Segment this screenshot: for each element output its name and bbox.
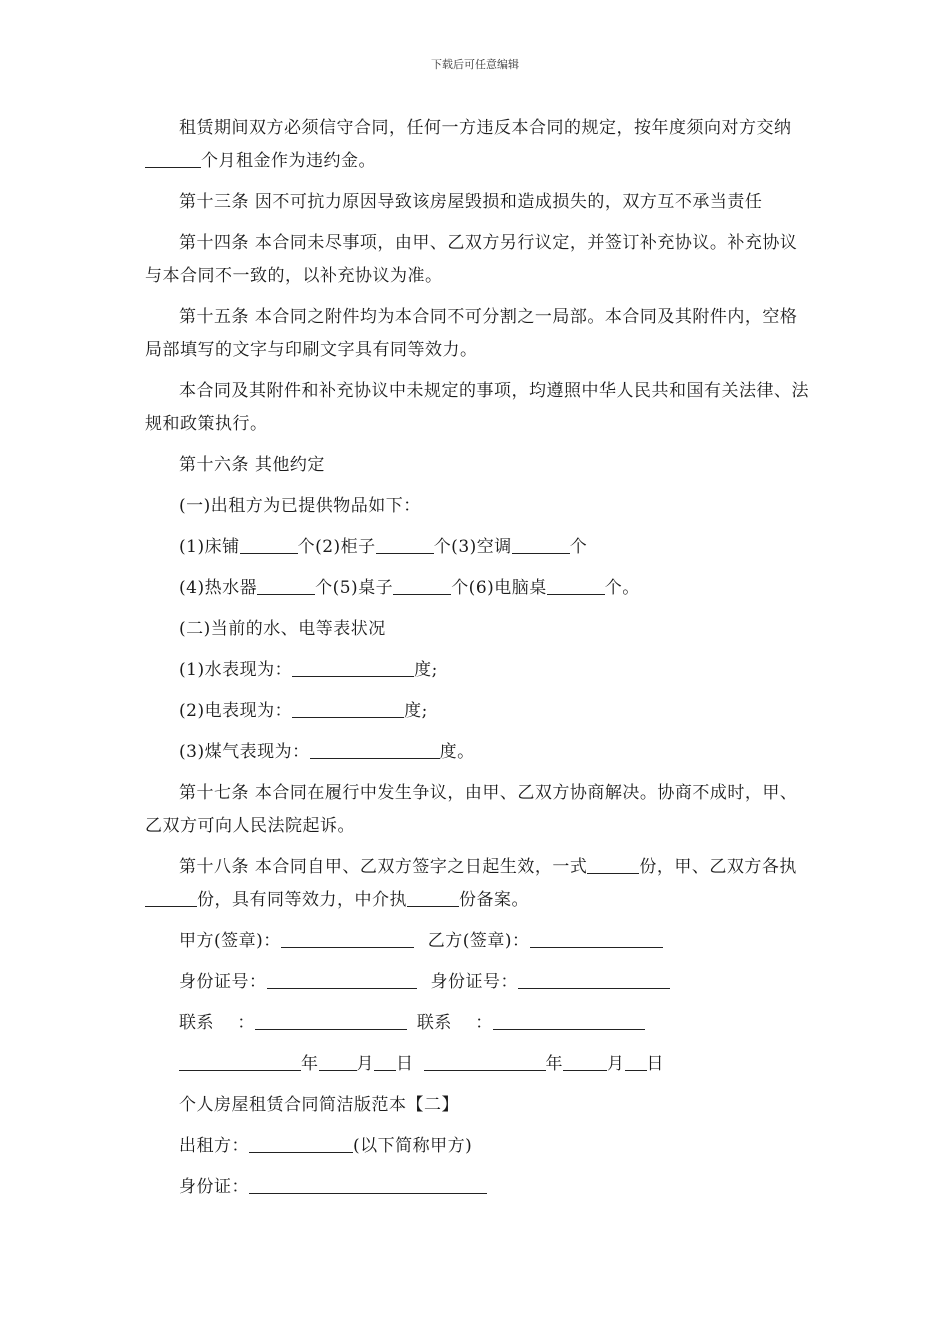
- clause-18-text-a: 第十八条 本合同自甲、乙双方签字之日起生效，一式: [179, 857, 588, 877]
- water-meter: [145, 654, 813, 687]
- clause-18-text-c: 份，具有同等效力，中介执: [197, 890, 407, 910]
- document-body: [145, 112, 813, 1212]
- day-a-label: 日: [396, 1054, 414, 1074]
- id-row: [145, 966, 813, 999]
- month-a-field[interactable]: [319, 1050, 357, 1071]
- party-b-signature-field[interactable]: [530, 927, 663, 948]
- item-unit-end: 个。: [604, 578, 640, 598]
- section-2-title: 个人房屋租赁合同简洁版范本【二】: [179, 1095, 459, 1115]
- party-a-signature-field[interactable]: [281, 927, 414, 948]
- clause-15: 第十五条 本合同之附件均为本合同不可分割之一局部。本合同及其附件内，空格局部填写的文字与印刷文字具有同等效力。: [145, 307, 798, 360]
- contact-b-field[interactable]: [493, 1009, 645, 1030]
- blank-electric[interactable]: [292, 697, 404, 718]
- blank-bed[interactable]: [240, 533, 298, 554]
- year-b-label: 年: [545, 1054, 563, 1074]
- clause-14: 第十四条 本合同未尽事项，由甲、乙双方另行议定，并签订补充协议。补充协议与本合同不一致的，以补充协议为准。: [145, 233, 798, 286]
- blank-heater[interactable]: [257, 574, 315, 595]
- penalty-text-end: 个月租金作为违约金。: [201, 151, 376, 171]
- blank-gas[interactable]: [310, 738, 440, 759]
- date-row: [145, 1048, 813, 1081]
- lessor-id-row: [145, 1171, 813, 1204]
- day-a-field[interactable]: [374, 1050, 396, 1071]
- month-b-field[interactable]: [563, 1050, 607, 1071]
- gas-meter: [145, 736, 813, 769]
- blank-agent[interactable]: [407, 886, 459, 907]
- id-a-field[interactable]: [267, 968, 417, 989]
- signature-row: [145, 925, 813, 958]
- id-b-label: 身份证号：: [430, 972, 518, 992]
- gas-unit: 度。: [439, 742, 475, 762]
- clause-13: 第十三条 因不可抗力原因导致该房屋毁损和造成损失的，双方互不承当责任: [179, 192, 763, 212]
- page-header: 下载后可任意编辑: [431, 58, 519, 71]
- item-heater: (4)热水器: [179, 578, 258, 598]
- year-a-label: 年: [301, 1054, 319, 1074]
- blank-computer-desk[interactable]: [547, 574, 605, 595]
- electric-label: (2)电表现为：: [179, 701, 293, 721]
- blank-cabinet[interactable]: [376, 533, 434, 554]
- blank-desk[interactable]: [393, 574, 451, 595]
- day-b-field[interactable]: [625, 1050, 647, 1071]
- item-computer-desk: 个(6)电脑桌: [451, 578, 547, 598]
- paragraph-penalty: [145, 112, 813, 178]
- electric-unit: 度;: [404, 701, 428, 721]
- items-row-2: [145, 572, 813, 605]
- electric-meter: [145, 695, 813, 728]
- items-row-1: [145, 531, 813, 564]
- clause-17: 第十七条 本合同在履行中发生争议，由甲、乙双方协商解决。协商不成时，甲、乙双方可向人民法院起诉。: [145, 783, 798, 836]
- gas-label: (3)煤气表现为：: [179, 742, 310, 762]
- contact-row: [145, 1007, 813, 1040]
- item-bed: (1)床铺: [179, 537, 240, 557]
- day-b-label: 日: [646, 1054, 664, 1074]
- lessor-field[interactable]: [249, 1132, 353, 1153]
- party-b-label: 乙方(签章)：: [427, 931, 530, 951]
- clause-18: [145, 851, 813, 917]
- month-a-label: 月: [356, 1054, 374, 1074]
- clause-18-text-b: 份，甲、乙双方各执: [639, 857, 797, 877]
- lessor-note: (以下简称甲方): [353, 1136, 473, 1156]
- clause-16: 第十六条 其他约定: [179, 455, 325, 475]
- year-b-field[interactable]: [424, 1050, 546, 1071]
- id-a-label: 身份证号：: [179, 972, 267, 992]
- item-cabinet: 个(2)柜子: [297, 537, 376, 557]
- contact-a-field[interactable]: [255, 1009, 407, 1030]
- blank-each-party[interactable]: [145, 886, 197, 907]
- party-a-label: 甲方(签章)：: [179, 931, 281, 951]
- water-label: (1)水表现为：: [179, 660, 293, 680]
- item-ac: 个(3)空调: [433, 537, 512, 557]
- blank-months[interactable]: [145, 147, 201, 168]
- items-heading: (一)出租方为已提供物品如下：: [179, 496, 421, 516]
- contact-a-label: 联系 ：: [179, 1013, 255, 1033]
- lessor-id-label: 身份证：: [179, 1177, 249, 1197]
- blank-ac[interactable]: [512, 533, 570, 554]
- year-a-field[interactable]: [179, 1050, 301, 1071]
- contact-b-label: 联系 ：: [416, 1013, 493, 1033]
- blank-water[interactable]: [292, 656, 414, 677]
- lessor-label: 出租方：: [179, 1136, 249, 1156]
- clause-18-text-d: 份备案。: [459, 890, 529, 910]
- paragraph-laws: 本合同及其附件和补充协议中未规定的事项，均遵照中华人民共和国有关法律、法规和政策执行。: [145, 381, 809, 434]
- meters-heading: (二)当前的水、电等表状况: [179, 619, 386, 639]
- id-b-field[interactable]: [518, 968, 670, 989]
- item-unit: 个: [569, 537, 588, 557]
- lessor-row: [145, 1130, 813, 1163]
- water-unit: 度;: [414, 660, 438, 680]
- blank-copies[interactable]: [587, 853, 639, 874]
- penalty-text: 租赁期间双方必须信守合同，任何一方违反本合同的规定，按年度须向对方交纳: [179, 118, 792, 138]
- month-b-label: 月: [607, 1054, 625, 1074]
- item-desk: 个(5)桌子: [315, 578, 394, 598]
- lessor-id-field[interactable]: [249, 1173, 487, 1194]
